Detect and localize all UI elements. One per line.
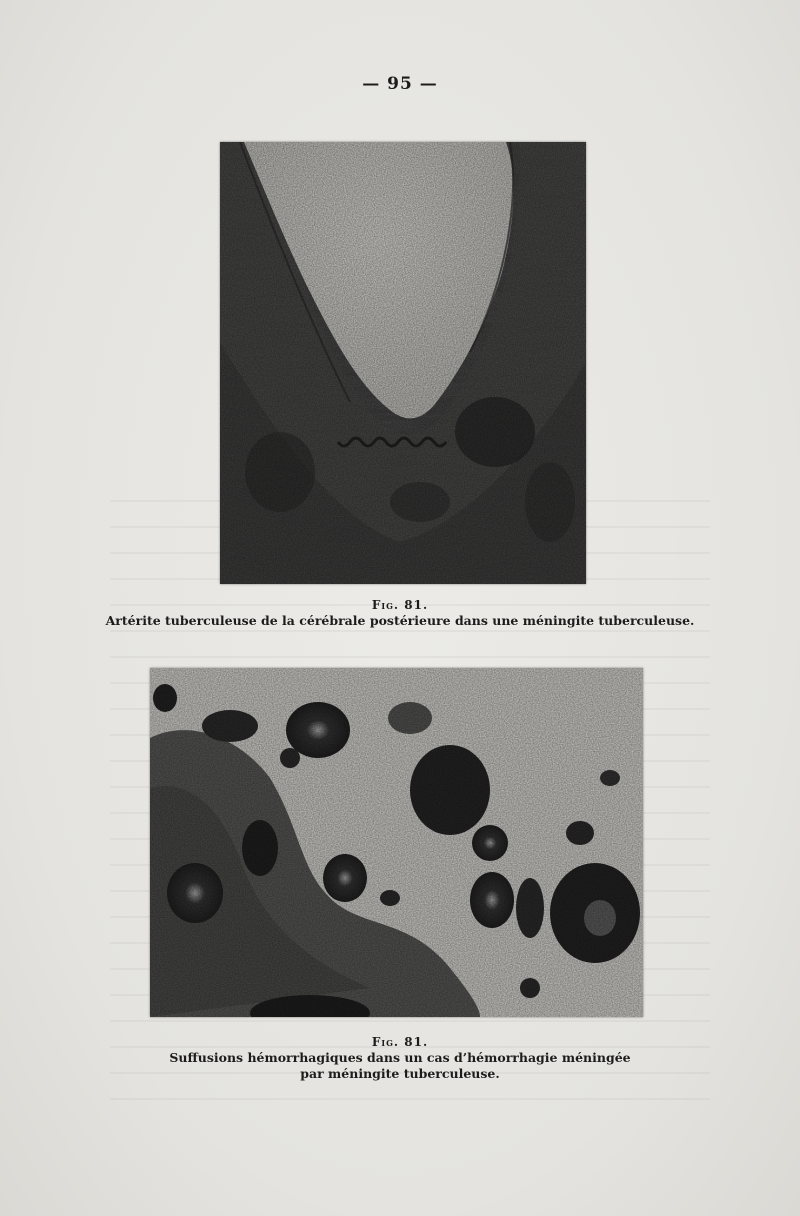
- micrograph-artery: [220, 142, 586, 584]
- figure-caption-2: [0, 1034, 800, 1082]
- micrograph-hemorrhage: [150, 668, 643, 1017]
- figure-caption-1: [0, 597, 800, 629]
- figure-label: Fig. 81.: [371, 1035, 429, 1049]
- caption-line: Suffusions hémorrhagiques dans un cas d’hémorrhagie méningée: [169, 1050, 631, 1065]
- caption-line: Artérite tuberculeuse de la cérébrale postérieure dans une méningite tuberculeuse.: [105, 613, 695, 628]
- caption-line: par méningite tuberculeuse.: [300, 1066, 500, 1081]
- page-number: — 95 —: [362, 74, 438, 94]
- figure-label: Fig. 81.: [371, 598, 429, 612]
